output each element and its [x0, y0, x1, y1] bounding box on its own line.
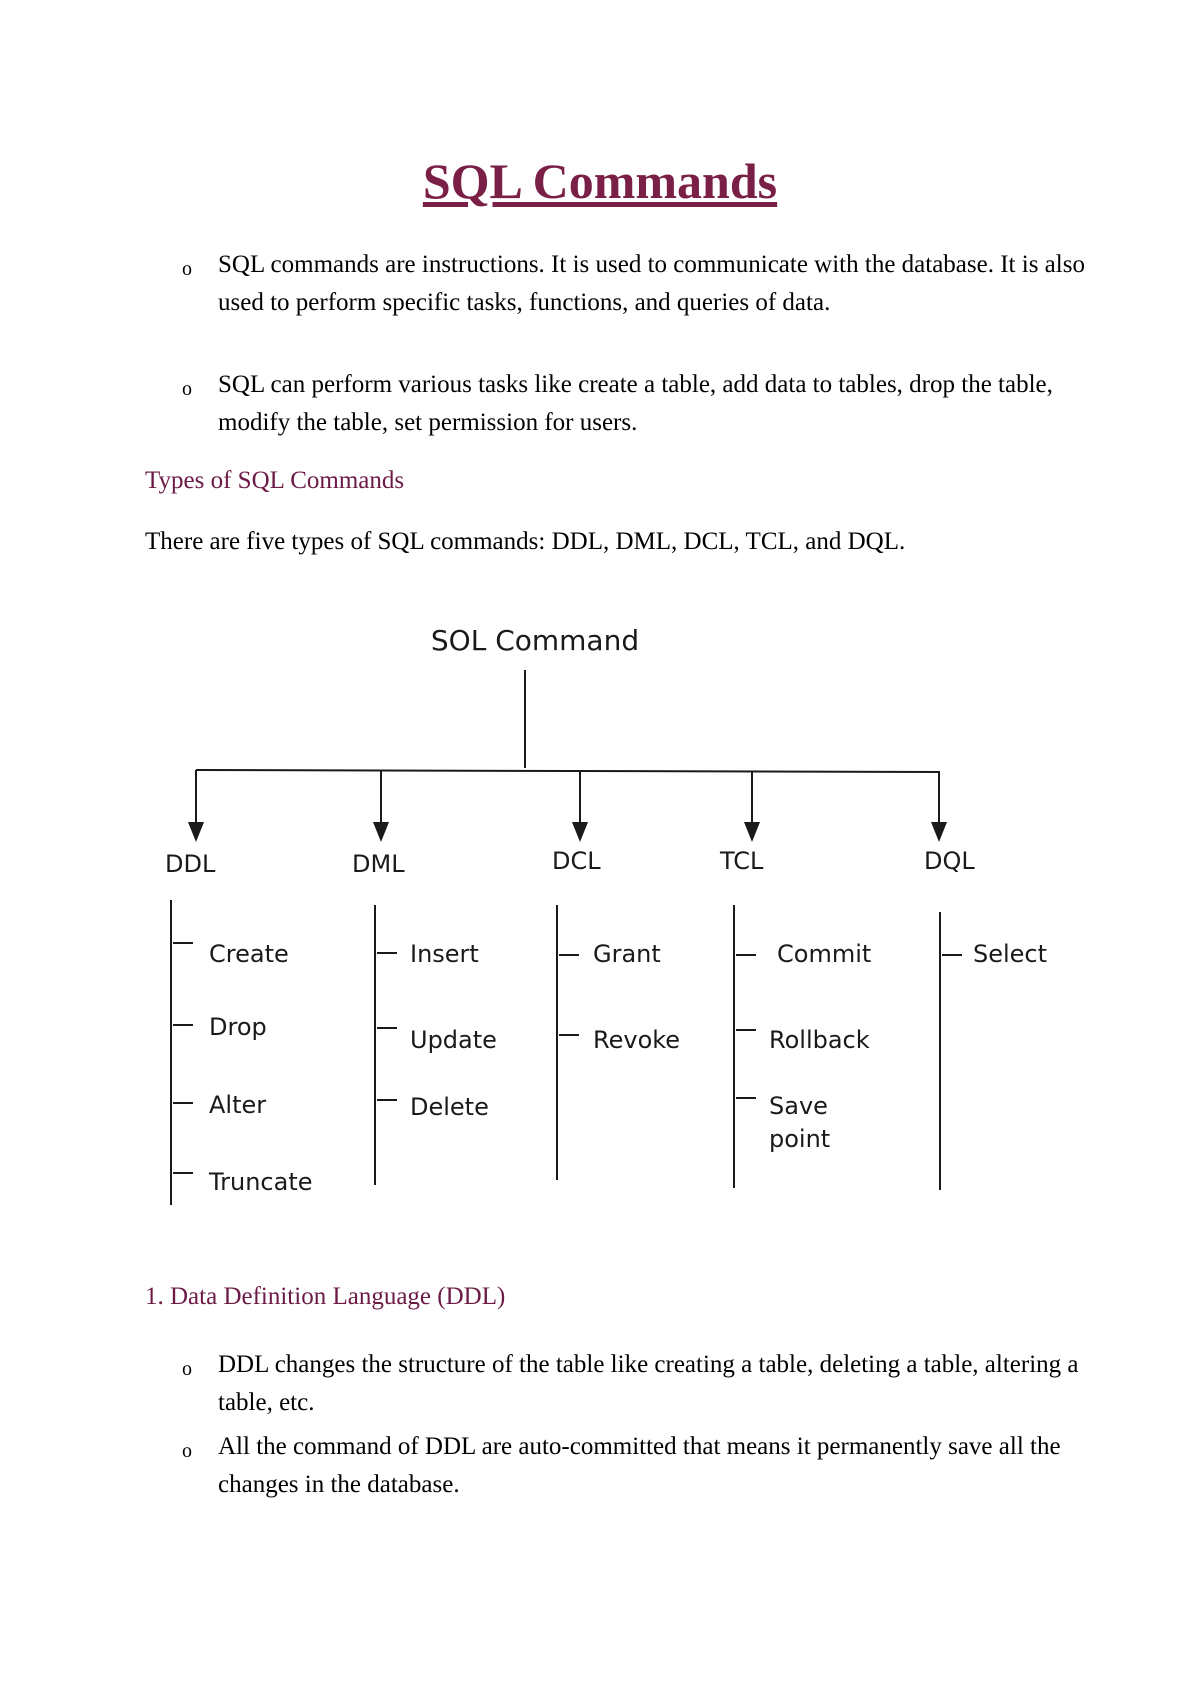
- ddl-item-create: Create: [209, 940, 289, 968]
- bullet-marker: o: [182, 378, 192, 400]
- bullet-marker: o: [182, 1358, 192, 1380]
- group-label-dml: DML: [352, 850, 405, 878]
- bullet-marker: o: [182, 258, 192, 280]
- dql-item-select: Select: [973, 940, 1048, 968]
- intro-paragraph-2: SQL can perform various tasks like create a table, add data to tables, drop the table, modify the table, set permission for users.: [218, 371, 1053, 436]
- group-label-dql: DQL: [924, 847, 975, 875]
- tcl-item-save: Save: [769, 1092, 828, 1120]
- page-title: SQL Commands: [422, 153, 778, 209]
- group-label-tcl: TCL: [720, 847, 764, 875]
- tcl-item-rollback: Rollback: [769, 1026, 870, 1054]
- dcl-item-revoke: Revoke: [593, 1026, 681, 1054]
- types-description: There are five types of SQL commands: DDL, DML, DCL, TCL, and DQL.: [145, 528, 906, 555]
- ddl-paragraph-1: DDL changes the structure of the table like creating a table, deleting a table, altering a table, etc.: [218, 1351, 1079, 1416]
- tcl-item-point: point: [769, 1125, 831, 1153]
- branch-bar: [196, 770, 940, 772]
- group-label-dcl: DCL: [552, 847, 601, 875]
- ddl-section-heading: 1. Data Definition Language (DDL): [145, 1283, 506, 1310]
- diagram-root-label: SOL Command: [430, 624, 640, 657]
- dml-item-update: Update: [410, 1026, 497, 1054]
- dml-item-insert: Insert: [410, 940, 479, 968]
- intro-paragraph-1: SQL commands are instructions. It is used to communicate with the database. It is also used to perform specific tasks, functions, and queries of data.: [218, 251, 1085, 316]
- dcl-item-grant: Grant: [593, 940, 661, 968]
- types-heading: Types of SQL Commands: [145, 467, 405, 494]
- bullet-marker: o: [182, 1440, 192, 1462]
- dml-item-delete: Delete: [410, 1093, 489, 1121]
- ddl-paragraph-2: All the command of DDL are auto-committed that means it permanently save all the changes in the database.: [218, 1433, 1061, 1498]
- ddl-item-drop: Drop: [209, 1013, 267, 1041]
- ddl-item-truncate: Truncate: [209, 1168, 313, 1196]
- tcl-item-commit: Commit: [777, 940, 872, 968]
- ddl-item-alter: Alter: [209, 1091, 267, 1119]
- group-label-ddl: DDL: [165, 850, 216, 878]
